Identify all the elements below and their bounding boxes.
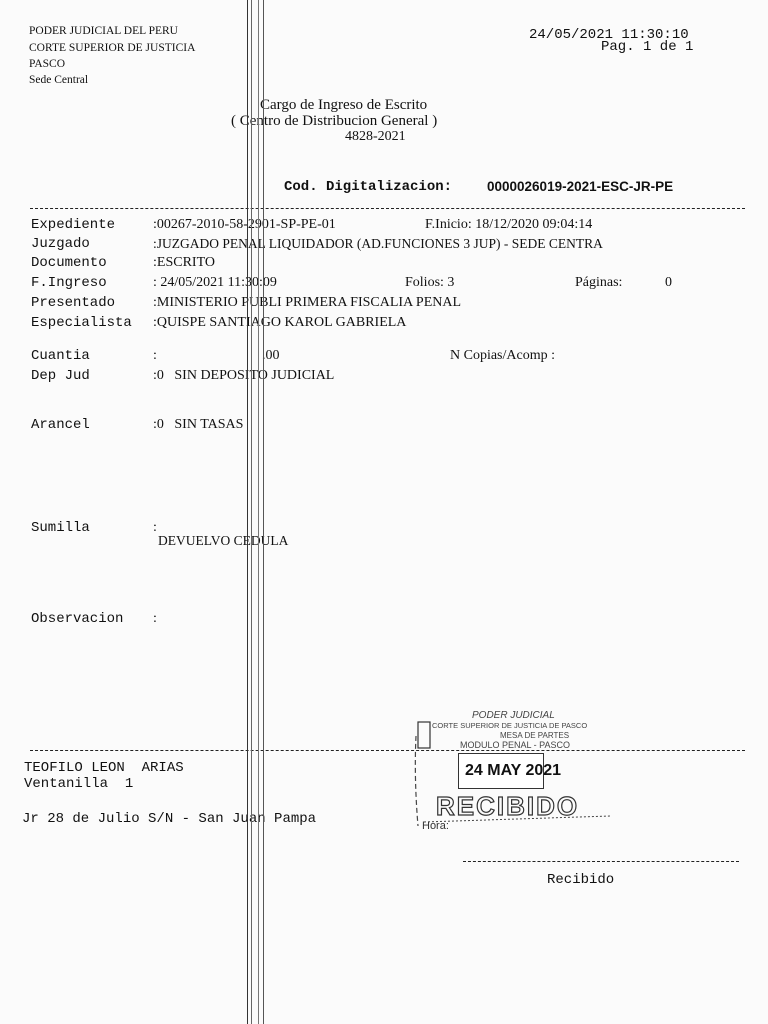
signature-line bbox=[463, 861, 739, 862]
digitalizacion-code: 0000026019-2021-ESC-JR-PE bbox=[487, 179, 674, 194]
arancel-label: Arancel bbox=[31, 417, 90, 433]
footer-divider bbox=[30, 750, 745, 751]
folios: Folios: 3 bbox=[405, 275, 455, 290]
expediente-value: :00267-2010-58-2901-SP-PE-01 bbox=[153, 217, 336, 232]
stamp-date-box bbox=[458, 753, 562, 789]
documento-value: :ESCRITO bbox=[153, 255, 215, 270]
presentado-value: :MINISTERIO PUBLI PRIMERA FISCALIA PENAL bbox=[153, 295, 462, 310]
dep-jud-label: Dep Jud bbox=[31, 368, 90, 384]
observacion-label: Observacion bbox=[31, 611, 124, 627]
address: Jr 28 de Julio S/N - San Juan Pampa bbox=[22, 811, 317, 827]
page-number: Pag. 1 de 1 bbox=[601, 39, 694, 55]
especialista-label: Especialista bbox=[31, 315, 132, 331]
institution-line-3: PASCO bbox=[29, 58, 66, 70]
sumilla-value: DEVUELVO CEDULA bbox=[158, 533, 289, 548]
expediente-label: Expediente bbox=[31, 217, 116, 233]
documento-label: Documento bbox=[31, 255, 107, 271]
cuantia-colon: : bbox=[153, 348, 157, 363]
institution-line-4: Sede Central bbox=[29, 74, 89, 86]
paginas-value: 0 bbox=[665, 275, 672, 290]
especialista-value: :QUISPE SANTIAGO KAROL GABRIELA bbox=[153, 315, 407, 330]
fingreso-label: F.Ingreso bbox=[31, 275, 107, 291]
stamp-line-3: MESA DE PARTES bbox=[500, 731, 570, 740]
document-subtitle: ( Centro de Distribucion General ) bbox=[231, 113, 438, 129]
observacion-colon: : bbox=[153, 611, 157, 626]
scan-line bbox=[251, 0, 252, 1024]
stamp-date: 24 MAY 2021 bbox=[465, 762, 562, 779]
cuantia-label: Cuantia bbox=[31, 348, 90, 364]
sumilla-label: Sumilla bbox=[31, 520, 90, 536]
print-datetime: 24/05/2021 11:30:10 bbox=[529, 27, 689, 43]
ventanilla: Ventanilla 1 bbox=[24, 776, 134, 792]
arancel-value: :0 SIN TASAS bbox=[153, 417, 244, 432]
n-copias-label: N Copias/Acomp : bbox=[450, 348, 555, 363]
stamp-recibido: RECIBIDO bbox=[436, 791, 580, 821]
dep-jud-value: :0 SIN DEPOSITO JUDICIAL bbox=[153, 368, 335, 383]
scan-line bbox=[263, 0, 264, 1024]
recibido-label: Recibido bbox=[547, 872, 615, 888]
juzgado-label: Juzgado bbox=[31, 236, 90, 252]
fingreso-value: : 24/05/2021 11:30:09 bbox=[153, 275, 277, 290]
digitalizacion-label: Cod. Digitalizacion: bbox=[284, 179, 453, 195]
paginas-label: Páginas: bbox=[575, 275, 623, 290]
scan-line bbox=[247, 0, 248, 1024]
sumilla-colon: : bbox=[153, 520, 157, 535]
institution-line-2: CORTE SUPERIOR DE JUSTICIA bbox=[29, 42, 196, 54]
stamp-line-4: MODULO PENAL - PASCO bbox=[460, 740, 571, 750]
stamp-line-2: CORTE SUPERIOR DE JUSTICIA DE PASCO bbox=[432, 721, 588, 730]
clerk-name: TEOFILO LEON ARIAS bbox=[24, 760, 184, 776]
fecha-inicio: F.Inicio: 18/12/2020 09:04:14 bbox=[425, 217, 593, 232]
institution-line-1: PODER JUDICIAL DEL PERU bbox=[29, 25, 178, 37]
document-title: Cargo de Ingreso de Escrito bbox=[260, 97, 428, 113]
scan-line bbox=[258, 0, 259, 1024]
cuantia-value: .00 bbox=[262, 348, 280, 363]
stamp-line-1: PODER JUDICIAL bbox=[472, 710, 555, 721]
stamp-hora: Hora: bbox=[422, 820, 449, 832]
presentado-label: Presentado bbox=[31, 295, 116, 311]
juzgado-value: :JUZGADO PENAL LIQUIDADOR (AD.FUNCIONES 3 JUP) - SEDE CENTRA bbox=[153, 236, 603, 251]
reception-stamp bbox=[410, 708, 618, 832]
cargo-number: 4828-2021 bbox=[345, 129, 406, 144]
top-divider bbox=[30, 208, 745, 209]
